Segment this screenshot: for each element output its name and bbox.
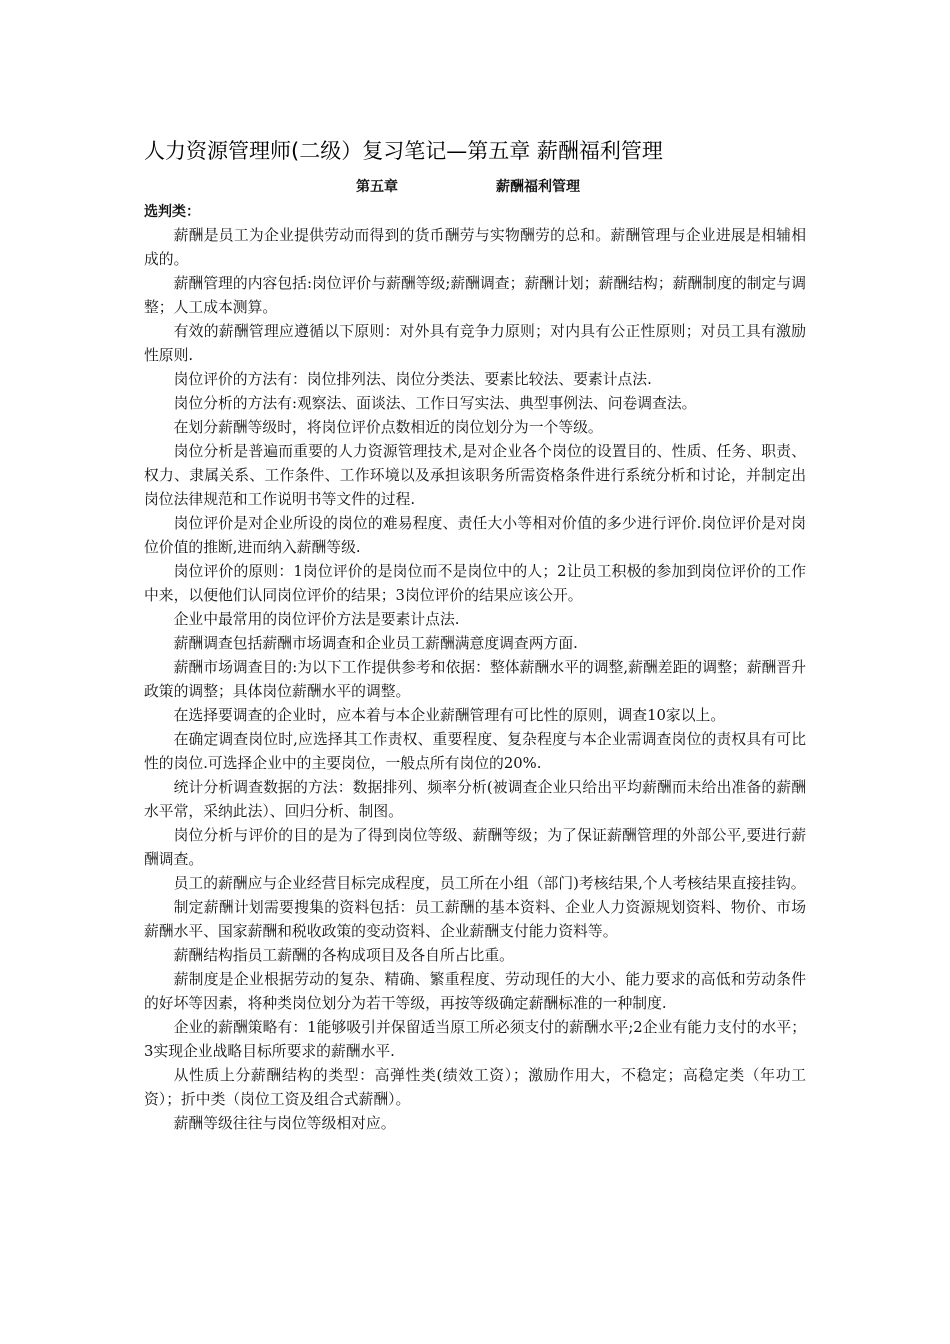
paragraph: 企业的薪酬策略有：1能够吸引并保留适当原工所必须支付的薪酬水平;2企业有能力支付的水平；3实现企业战略目标所要求的薪酬水平. [144, 1019, 806, 1060]
document-body [144, 224, 806, 1136]
paragraph: 统计分析调查数据的方法：数据排列、频率分析(被调查企业只给出平均薪酬而未给出准备的薪酬水平常，采纳此法）、回归分析、制图。 [144, 779, 806, 820]
paragraph: 薪酬结构指员工薪酬的各构成项目及各自所占比重。 [173, 947, 514, 964]
paragraph: 在确定调查岗位时,应选择其工作责权、重要程度、复杂程度与本企业需调查岗位的责权具有可比性的岗位.可选择企业中的主要岗位，一般点所有岗位的20%. [144, 731, 806, 772]
paragraph: 薪酬等级往往与岗位等级相对应。 [173, 1115, 396, 1132]
chapter-heading [356, 176, 580, 198]
paragraph: 岗位评价的方法有：岗位排列法、岗位分类法、要素比较法、要素计点法. [173, 371, 652, 388]
document-title: 人力资源管理师(二级）复习笔记—第五章 薪酬福利管理 [144, 139, 663, 163]
paragraph: 岗位分析是普遍而重要的人力资源管理技术,是对企业各个岗位的设置目的、性质、任务、职责、权力、隶属关系、工作条件、工作环境以及承担该职务所需资格条件进行系统分析和讨论，并制定出岗位法律规范和工作说明书等文件的过程. [144, 443, 806, 508]
paragraph: 岗位评价是对企业所设的岗位的难易程度、责任大小等相对价值的多少进行评价.岗位评价是对岗位价值的推断,进而纳入薪酬等级. [144, 515, 806, 556]
paragraph: 薪酬管理的内容包括:岗位评价与薪酬等级;薪酬调查；薪酬计划；薪酬结构；薪酬制度的制定与调整；人工成本测算。 [144, 275, 806, 316]
paragraph: 薪制度是企业根据劳动的复杂、精确、繁重程度、劳动现任的大小、能力要求的高低和劳动条件的好坏等因素，将种类岗位划分为若干等级，再按等级确定薪酬标准的一种制度. [144, 971, 806, 1012]
paragraph: 岗位评价的原则：1岗位评价的是岗位而不是岗位中的人；2让员工积极的参加到岗位评价的工作中来，以便他们认同岗位评价的结果；3岗位评价的结果应该公开。 [144, 563, 806, 604]
paragraph: 制定薪酬计划需要搜集的资料包括：员工薪酬的基本资料、企业人力资源规划资料、物价、市场薪酬水平、国家薪酬和税收政策的变动资料、企业薪酬支付能力资料等。 [144, 899, 806, 940]
paragraph: 有效的薪酬管理应遵循以下原则：对外具有竞争力原则；对内具有公正性原则；对员工具有激励性原则. [144, 323, 806, 364]
paragraph: 薪酬市场调查目的:为以下工作提供参考和依据：整体薪酬水平的调整,薪酬差距的调整；薪酬晋升政策的调整；具体岗位薪酬水平的调整。 [144, 659, 806, 700]
section-label: 选判类： [144, 204, 200, 220]
paragraph: 企业中最常用的岗位评价方法是要素计点法. [173, 611, 460, 628]
paragraph: 员工的薪酬应与企业经营目标完成程度，员工所在小组（部门)考核结果,个人考核结果直接挂钩。 [173, 875, 806, 892]
chapter-number: 第五章 [356, 179, 398, 195]
paragraph: 在划分薪酬等级时，将岗位评价点数相近的岗位划分为一个等级。 [173, 419, 603, 436]
paragraph: 岗位分析的方法有:观察法、面谈法、工作日写实法、典型事例法、问卷调查法。 [173, 395, 697, 412]
paragraph: 从性质上分薪酬结构的类型：高弹性类(绩效工资）；激励作用大，不稳定；高稳定类（年功工资）；折中类（岗位工资及组合式薪酬）。 [144, 1067, 806, 1108]
chapter-name: 薪酬福利管理 [496, 179, 580, 195]
paragraph: 岗位分析与评价的目的是为了得到岗位等级、薪酬等级；为了保证薪酬管理的外部公平,要进行薪酬调查。 [144, 827, 806, 868]
paragraph: 在选择要调查的企业时，应本着与本企业薪酬管理有可比性的原则，调查10家以上。 [173, 707, 726, 724]
paragraph: 薪酬调查包括薪酬市场调查和企业员工薪酬满意度调查两方面. [173, 635, 578, 652]
paragraph: 薪酬是员工为企业提供劳动而得到的货币酬劳与实物酬劳的总和。薪酬管理与企业进展是相辅相成的。 [144, 227, 806, 268]
